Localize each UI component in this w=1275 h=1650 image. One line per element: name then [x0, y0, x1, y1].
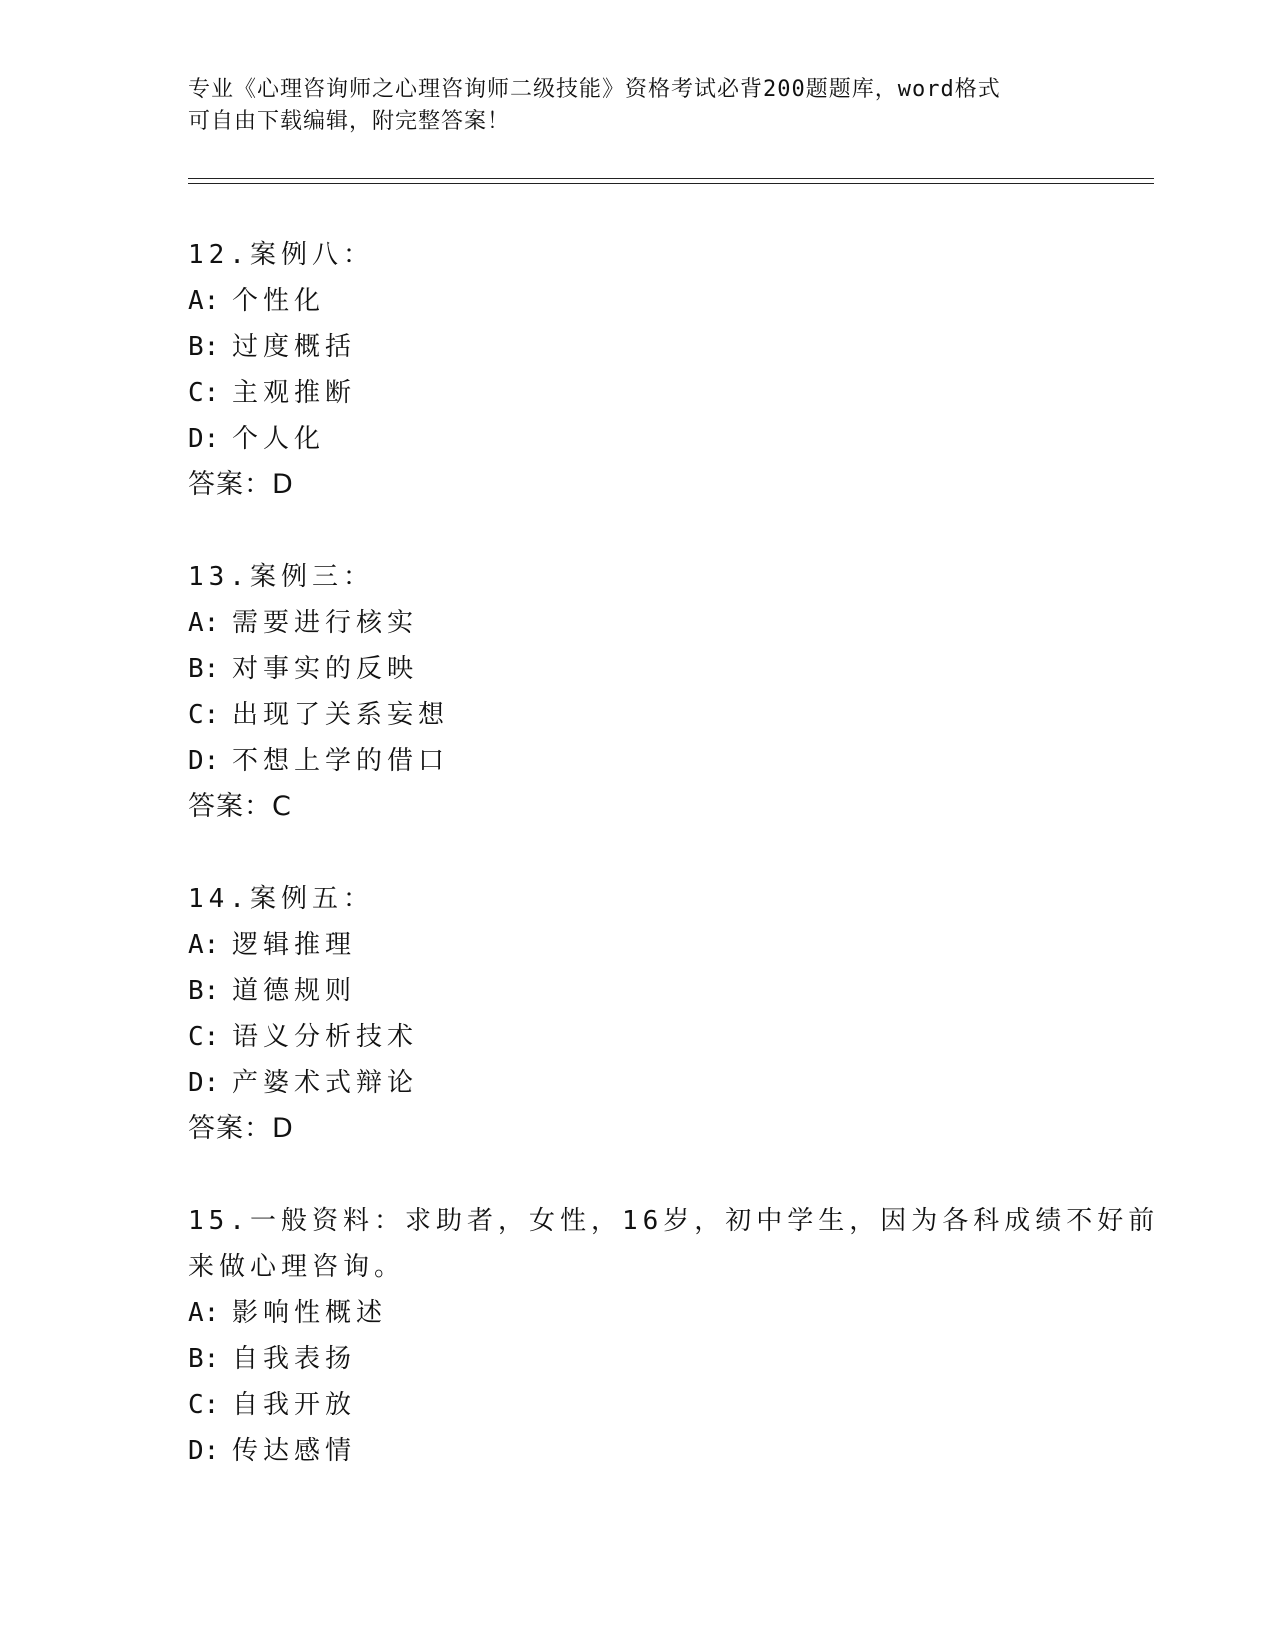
option-text: 自我表扬 — [232, 1344, 357, 1374]
question-14 — [188, 876, 1128, 1152]
option-letter: D: — [188, 424, 220, 454]
answer-line: 答案：D — [188, 469, 294, 500]
option-letter: D: — [188, 746, 220, 776]
option-text: 个人化 — [232, 424, 326, 454]
option-b — [188, 646, 1128, 692]
option-text: 自我开放 — [232, 1390, 357, 1420]
answer-line: 答案：C — [188, 791, 292, 822]
question-stem — [188, 1198, 1160, 1290]
header-divider-top — [188, 178, 1154, 179]
option-letter: B: — [188, 976, 220, 1006]
question-stem — [188, 232, 1128, 278]
option-d — [188, 1060, 1128, 1106]
option-letter: C: — [188, 700, 220, 730]
option-text: 过度概括 — [232, 332, 357, 362]
option-a — [188, 922, 1128, 968]
question-stem-text: 15.一般资料：求助者，女性，16岁，初中学生，因为各科成绩不好前 — [188, 1206, 1160, 1236]
option-text: 需要进行核实 — [232, 608, 419, 638]
option-letter: A: — [188, 1298, 220, 1328]
question-15 — [188, 1198, 1160, 1474]
question-stem-text: 14.案例五： — [188, 884, 374, 914]
option-d — [188, 738, 1128, 784]
header-title-line-2: 可自由下载编辑，附完整答案！ — [188, 109, 511, 134]
option-b — [188, 1336, 1128, 1382]
option-text: 影响性概述 — [232, 1298, 388, 1328]
option-b — [188, 968, 1128, 1014]
option-text: 产婆术式辩论 — [232, 1068, 419, 1098]
question-stem — [188, 876, 1128, 922]
option-text: 逻辑推理 — [232, 930, 357, 960]
option-text: 个性化 — [232, 286, 326, 316]
question-12 — [188, 232, 1128, 508]
option-letter: C: — [188, 1022, 220, 1052]
question-list — [188, 232, 1160, 1520]
option-text: 主观推断 — [232, 378, 357, 408]
answer-line: 答案：D — [188, 1113, 294, 1144]
option-letter: A: — [188, 930, 220, 960]
option-letter: D: — [188, 1436, 220, 1466]
option-d — [188, 416, 1128, 462]
question-stem-continuation: 来做心理咨询。 — [188, 1252, 406, 1282]
option-a — [188, 1290, 1128, 1336]
option-letter: A: — [188, 608, 220, 638]
option-c — [188, 692, 1128, 738]
option-c — [188, 1014, 1128, 1060]
header-divider-bottom — [188, 183, 1154, 184]
option-text: 出现了关系妄想 — [232, 700, 450, 730]
option-letter: B: — [188, 332, 220, 362]
option-letter: A: — [188, 286, 220, 316]
option-text: 道德规则 — [232, 976, 357, 1006]
option-b — [188, 324, 1128, 370]
option-letter: B: — [188, 654, 220, 684]
option-c — [188, 1382, 1128, 1428]
option-text: 语义分析技术 — [232, 1022, 419, 1052]
option-text: 对事实的反映 — [232, 654, 419, 684]
question-stem — [188, 554, 1128, 600]
option-c — [188, 370, 1128, 416]
option-text: 传达感情 — [232, 1436, 357, 1466]
option-text: 不想上学的借口 — [232, 746, 450, 776]
option-letter: C: — [188, 1390, 220, 1420]
option-d — [188, 1428, 1128, 1474]
question-13 — [188, 554, 1128, 830]
option-letter: B: — [188, 1344, 220, 1374]
option-letter: C: — [188, 378, 220, 408]
option-a — [188, 600, 1128, 646]
header-title-line-1: 专业《心理咨询师之心理咨询师二级技能》资格考试必背200题题库，word格式 — [188, 77, 1001, 102]
question-stem-text: 12.案例八： — [188, 240, 374, 270]
option-letter: D: — [188, 1068, 220, 1098]
document-header — [188, 74, 1088, 138]
option-a — [188, 278, 1128, 324]
question-stem-text: 13.案例三： — [188, 562, 374, 592]
